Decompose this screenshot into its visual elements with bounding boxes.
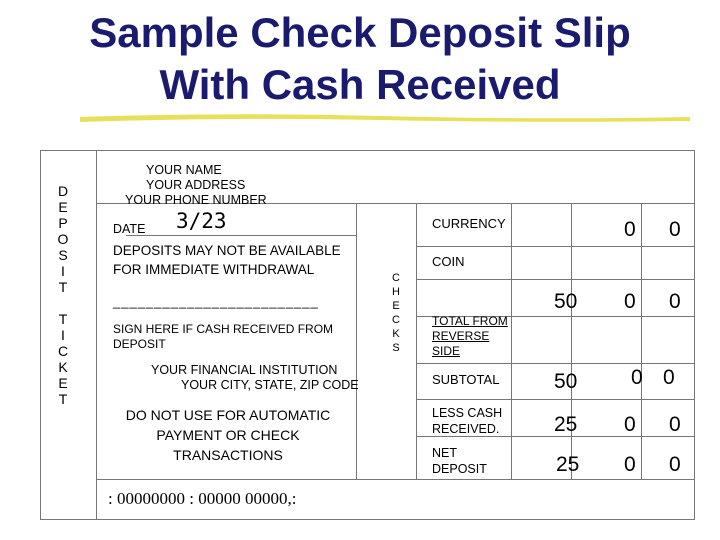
dollars-column-divider: [571, 203, 572, 479]
cents-column-divider: [641, 203, 642, 479]
row-divider-1: [416, 246, 694, 247]
subtotal-dollars: 50: [554, 370, 578, 393]
checks-label: C H E C K S: [392, 272, 400, 354]
net-deposit-dollars: 25: [556, 453, 580, 476]
account-holder-address: YOUR ADDRESS: [146, 178, 246, 192]
micr-line: : 00000000 : 00000 00000,:: [108, 489, 297, 508]
net-deposit-cents-1: 0: [624, 453, 636, 476]
checks-column-right-divider: [416, 203, 417, 479]
institution-name: YOUR FINANCIAL INSTITUTION: [151, 363, 338, 377]
checks-dollars: 50: [554, 290, 578, 313]
date-underline: [126, 235, 356, 236]
signature-line[interactable]: _________________________: [113, 294, 319, 309]
title-underline-decoration: [80, 110, 690, 124]
availability-notice-line-1: DEPOSITS MAY NOT BE AVAILABLE: [113, 243, 341, 258]
row-divider-5: [416, 399, 694, 400]
sign-here-line-2: DEPOSIT: [113, 337, 166, 351]
slide-title-line-1: Sample Check Deposit Slip: [89, 9, 631, 56]
label-column-divider: [511, 203, 512, 479]
subtotal-cents-2: 0: [663, 366, 675, 389]
slide-title-line-2: With Cash Received: [159, 61, 561, 108]
currency-label: CURRENCY: [432, 216, 506, 231]
date-value: 3/23: [176, 209, 227, 233]
coin-label: COIN: [432, 254, 465, 269]
net-deposit-label: NET DEPOSIT: [432, 446, 487, 476]
deposit-slip: [40, 150, 695, 520]
account-holder-name: YOUR NAME: [146, 163, 222, 177]
availability-notice-line-2: FOR IMMEDIATE WITHDRAWAL: [113, 262, 315, 277]
less-cash-dollars: 25: [554, 413, 578, 436]
deposit-ticket-label: D E P O S I T T I C K E T: [57, 183, 69, 407]
total-from-reverse-side-label: TOTAL FROM REVERSE SIDE: [432, 314, 508, 358]
institution-city-state-zip: YOUR CITY, STATE, ZIP CODE: [181, 378, 359, 392]
micr-divider: [96, 479, 694, 480]
subtotal-label: SUBTOTAL: [432, 372, 500, 387]
less-cash-received-label: LESS CASH RECEIVED.: [432, 406, 503, 436]
net-deposit-cents-2: 0: [669, 453, 681, 476]
currency-cents-1: 0: [624, 218, 636, 241]
checks-cents-1: 0: [624, 290, 636, 313]
checks-column-left-divider: [356, 203, 357, 479]
left-column-divider: [96, 151, 97, 519]
currency-cents-2: 0: [669, 218, 681, 241]
subtotal-cents-1: 0: [631, 366, 643, 389]
account-holder-phone: YOUR PHONE NUMBER: [125, 193, 267, 207]
checks-cents-2: 0: [669, 290, 681, 313]
less-cash-cents-1: 0: [624, 413, 636, 436]
row-divider-2: [416, 279, 694, 280]
automatic-payment-warning: DO NOT USE FOR AUTOMATIC PAYMENT OR CHECK TRANSACTIONS: [125, 407, 331, 463]
row-divider-4: [416, 363, 694, 364]
sign-here-line-1: SIGN HERE IF CASH RECEIVED FROM: [113, 322, 334, 336]
less-cash-cents-2: 0: [669, 413, 681, 436]
date-label: DATE: [113, 222, 146, 236]
